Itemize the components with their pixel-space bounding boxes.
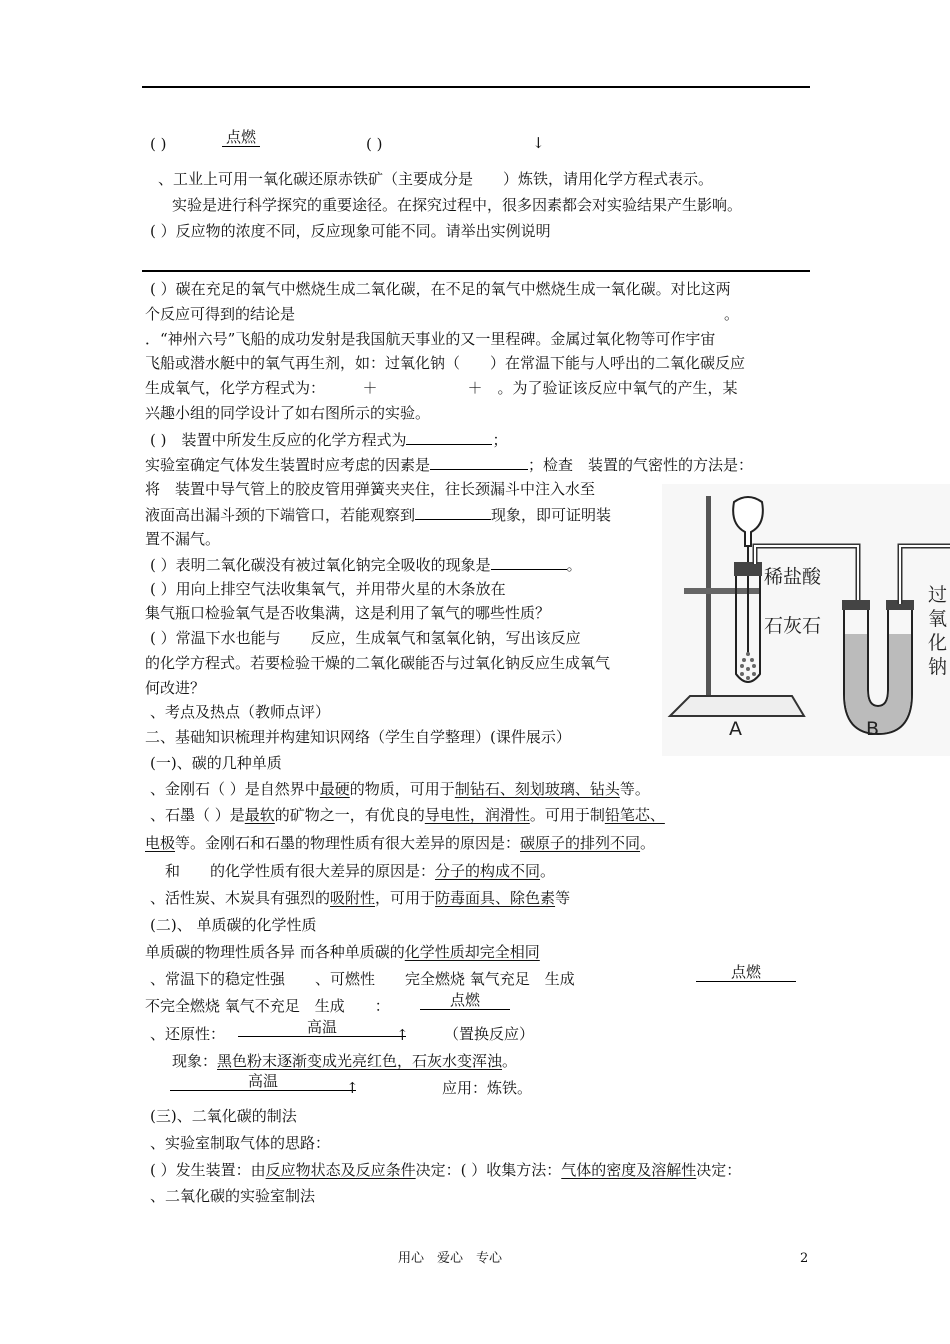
text: 的矿物之一，有优良的 [274, 806, 425, 824]
footer-motto: 用心 爱心 专心 [398, 1251, 503, 1266]
text: 等。金刚石和石墨的物理性质有很大差异的原因是： [175, 834, 521, 852]
shenzhou-line-3: 生成氧气，化学方程式为： ＋ ＋ 。为了验证该反应中氧气的产生，某 [145, 379, 738, 397]
graphite-line [150, 806, 665, 824]
question-5-line-1: ( ）常温下水也能与 反应，生成氧气和氢氧化钠，写出该反应 [150, 629, 581, 647]
label-na2o2-3: 化 [928, 632, 948, 654]
underlined-answer: 化学性质却完全相同 [404, 943, 540, 961]
question-1 [150, 430, 508, 449]
stand-rod [706, 496, 711, 701]
text: 决定： [696, 1161, 742, 1179]
label-na2o2-2: 氧 [928, 608, 948, 630]
co2-lab-prep: 、二氧化碳的实验室制法 [150, 1187, 316, 1205]
stand-base [670, 696, 804, 716]
question-3-end: 。 [566, 556, 582, 574]
lab-airtight-text: ；检查 装置的气密性的方法是： [528, 456, 754, 474]
underlined-answer: 碳原子的排列不同 [520, 834, 641, 852]
text: 单质碳的物理性质各异 而各种单质碳的 [145, 943, 405, 961]
text: 。 [540, 862, 556, 880]
text: 等 [555, 889, 571, 907]
eq-condition-ignite [222, 128, 260, 147]
answer-blank[interactable] [430, 455, 528, 470]
underlined-answer: 分子的构成不同 [435, 862, 541, 880]
section-2-title: 二、基础知识梳理并构建知识网络（学生自学整理）(课件展示） [145, 728, 571, 746]
question-carbon-end: 。 [724, 305, 740, 323]
text: ( ）发生装置：由 [150, 1161, 266, 1179]
eq-row-right-paren: ( ) [366, 135, 383, 153]
underlined-answer: 防毒面具、除色素 [435, 889, 556, 907]
idea-detail-line [150, 1161, 741, 1179]
subsection-2-title: (二)、 单质碳的化学性质 [150, 916, 317, 934]
question-1-end: ； [492, 431, 508, 449]
question-5-line-2: 的化学方程式。若要检验干燥的二氧化碳能否与过氧化钠反应生成氧气 [145, 654, 611, 672]
text: 。 [640, 834, 656, 852]
answer-blank[interactable] [406, 430, 492, 445]
shenzhou-line-4: 兴趣小组的同学设计了如右图所示的实验。 [145, 404, 431, 422]
down-arrow-icon: ↓ [532, 134, 545, 152]
ignite-label: 点燃 [730, 963, 761, 981]
question-carbon-combustion: ( ）碳在充足的氧气中燃烧生成二氧化碳，在不足的氧气中燃烧生成一氧化碳。对比这两 [150, 280, 731, 298]
page-number: 2 [800, 1251, 809, 1266]
co-co2-line [165, 862, 555, 880]
underlined-answer: 气体的密度及溶解性 [561, 1161, 697, 1179]
high-temp-condition-1 [238, 1018, 406, 1037]
underlined-answer: 黑色粉末逐渐变成光亮红色，石灰水变浑浊 [217, 1052, 503, 1070]
question-4-line-1: ( ）用向上排空气法收集氧气，并用带火星的木条放在 [150, 580, 506, 598]
text: 。 [502, 1052, 518, 1070]
text: 、活性炭、木炭具有强烈的 [150, 889, 331, 907]
displacement-reaction: （置换反应） [444, 1025, 535, 1043]
question-concentration: ( ）反应物的浓度不同，反应现象可能不同。请举出实例说明 [150, 222, 551, 240]
reduction-label: 、还原性： [150, 1025, 226, 1043]
stability-line: 、常温下的稳定性强 、可燃性 完全燃烧 氧气充足 生成 [150, 970, 575, 988]
up-arrow-icon: ↑ [346, 1079, 359, 1097]
subsection-1-title: (一)、碳的几种单质 [150, 754, 282, 772]
question-lab-factors [145, 455, 753, 474]
label-hydrochloric-acid: 稀盐酸 [764, 566, 822, 588]
label-limestone: 石灰石 [764, 615, 822, 637]
label-apparatus-b: B [866, 718, 880, 740]
ignite-label: 点燃 [449, 991, 480, 1009]
ignite-condition-mid [420, 991, 510, 1010]
subsection-3-title: (三)、二氧化碳的制法 [150, 1107, 297, 1125]
question-3-text: ( ）表明二氧化碳没有被过氧化钠完全吸收的现象是 [150, 556, 491, 574]
text: 现象： [172, 1052, 218, 1070]
question-iron: 、工业上可用一氧化碳还原赤铁矿（主要成分是 ）炼铁，请用化学方程式表示。 [158, 170, 714, 188]
incomplete-combustion-line: 不完全燃烧 氧气不充足 生成 ： [145, 997, 390, 1015]
underlined-answer: 吸附性 [330, 889, 376, 907]
high-temp-label: 高温 [247, 1072, 278, 1090]
activated-carbon-line [150, 889, 570, 907]
question-4-line-2: 集气瓶口检验氧气是否收集满，这是利用了氧气的哪些性质？ [145, 604, 551, 622]
lab-method-line-1: 将 装置中导气管上的胶皮管用弹簧夹夹住，往长颈漏斗中注入水至 [145, 480, 596, 498]
label-na2o2-4: 钠 [928, 656, 948, 678]
text: 、石墨（ ）是 [150, 806, 245, 824]
text: ，可用于 [375, 889, 436, 907]
question-carbon-conclusion: 个反应可得到的结论是 [145, 305, 296, 323]
lab-idea-line: 、实验室制取气体的思路： [150, 1134, 331, 1152]
shenzhou-line-1: ．“神州六号”飞船的成功发射是我国航天事业的又一里程碑。金属过氧化物等可作宇宙 [145, 330, 716, 348]
question-5-line-3: 何改进？ [145, 679, 206, 697]
underlined-answer: 铅笔芯、 [604, 806, 665, 824]
underlined-answer: 电极 [145, 834, 176, 852]
answer-rule [142, 270, 810, 272]
eq-row-left-paren: ( ) [150, 135, 167, 153]
high-temp-label: 高温 [306, 1018, 337, 1036]
underlined-answer: 导电性，润滑性 [424, 806, 530, 824]
experiment-intro: 实验是进行科学探究的重要途径。在探究过程中，很多因素都会对实验结果产生影响。 [172, 196, 743, 214]
text: 等。 [619, 780, 650, 798]
underlined-answer: 最软 [244, 806, 275, 824]
underlined-answer: 制钻石、刻划玻璃、钻头 [454, 780, 620, 798]
question-1-text: ( ) 装置中所发生反应的化学方程式为 [150, 431, 407, 449]
underlined-answer: 反应物状态及反应条件 [265, 1161, 416, 1179]
application-text: 应用：炼铁。 [442, 1079, 533, 1097]
answer-blank[interactable] [491, 555, 567, 570]
up-arrow-icon: ↑ [396, 1026, 409, 1044]
text: 。可用于制 [529, 806, 605, 824]
underlined-answer: 最硬 [319, 780, 350, 798]
high-temp-condition-2 [170, 1072, 356, 1091]
lab-method-text: 液面高出漏斗颈的下端管口，若能观察到 [145, 506, 416, 524]
text: 、金刚石（ ）是自然界中 [150, 780, 320, 798]
text: 的物质，可用于 [349, 780, 455, 798]
phenomenon-line [172, 1052, 517, 1070]
ignite-condition-right [696, 963, 796, 982]
lab-method-line-3: 置不漏气。 [145, 530, 221, 548]
diamond-line [150, 780, 650, 798]
ignite-label: 点燃 [226, 128, 257, 146]
lab-method-text-2: 现象，即可证明装 [491, 506, 612, 524]
shenzhou-line-2: 飞船或潜水艇中的氧气再生剂，如：过氧化钠（ ）在常温下能与人呼出的二氧化碳反应 [145, 354, 746, 372]
chemical-property-intro [145, 943, 540, 961]
label-apparatus-a: A [729, 718, 742, 740]
lab-method-line-2 [145, 505, 611, 524]
graphite-line-2 [145, 834, 655, 852]
header-rule [142, 86, 810, 88]
text: 决定：( ）收集方法： [415, 1161, 562, 1179]
label-na2o2-1: 过 [928, 584, 948, 606]
answer-blank[interactable] [415, 505, 491, 520]
text: 和 的化学性质有很大差异的原因是： [165, 862, 436, 880]
question-3 [150, 555, 582, 574]
key-points: 、考点及热点（教师点评） [150, 703, 331, 721]
lab-factors-text: 实验室确定气体发生装置时应考虑的因素是 [145, 456, 431, 474]
